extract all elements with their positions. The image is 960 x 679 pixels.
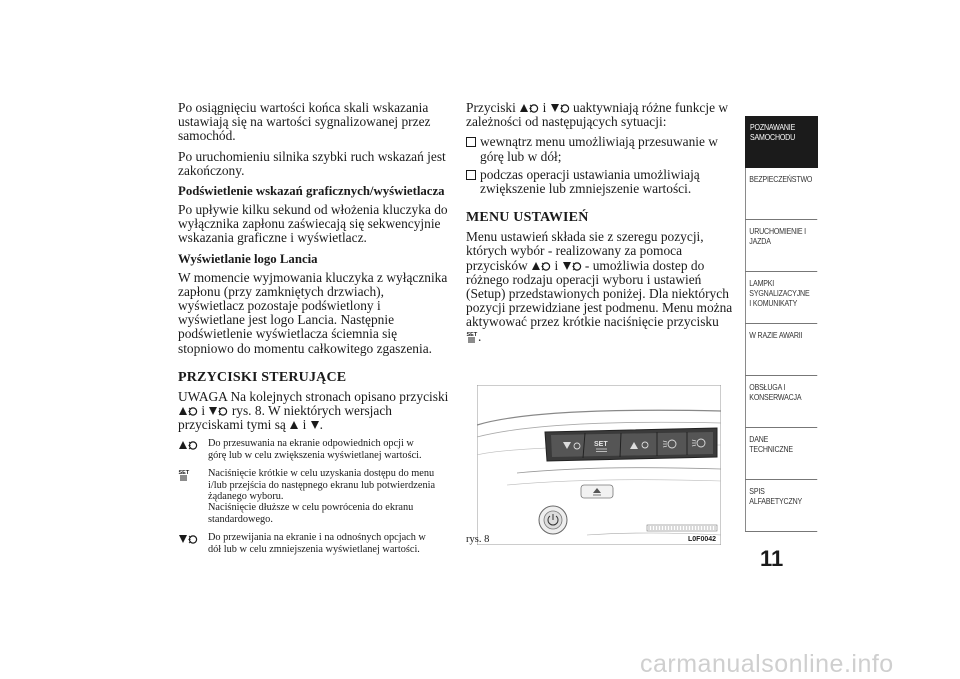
paragraph: Po osiągnięciu wartości końca skali wskazania ustawiają się na wartości sygnalizowanej przez samochód. [178, 100, 431, 144]
tab-label: SPIS [749, 487, 765, 496]
tab-label: POZNAWANIE [750, 123, 796, 132]
chapter-tabs [745, 116, 818, 532]
definition-set [178, 468, 450, 525]
down-triangle-icon [310, 418, 320, 431]
paragraph-text: i [554, 257, 559, 273]
definition-text: standardowego. [208, 513, 273, 525]
tab-label: ALFABETYCZNY [749, 497, 803, 506]
list-item [466, 135, 734, 163]
paragraph-text: uaktywniają różne funkcje w zależności od następujących sytuacji: [466, 100, 729, 130]
definition-text: Do przesuwania na ekranie odpowiednich opcji w [208, 438, 414, 450]
down-button-icon [550, 101, 570, 114]
list-item-text: podczas operacji ustawiania umożliwiają zwiększenie lub zmniejszenie wartości. [480, 166, 700, 197]
note-text: i [201, 403, 206, 419]
paragraph-text: . [478, 328, 482, 344]
down-button-icon [562, 259, 582, 272]
tab-label: JAZDA [749, 237, 771, 246]
tab-poznawanie-samochodu[interactable] [745, 116, 818, 168]
paragraph [466, 230, 734, 344]
button-definitions [178, 438, 450, 555]
definition-text: Naciśnięcie dłuższe w celu powrócenia do ekranu [208, 502, 414, 514]
tab-label: URUCHOMIENIE I [749, 227, 806, 236]
definition-text: górę lub w celu zwiększenia wyświetlanej wartości. [208, 449, 422, 461]
definition-text: żądanego wyboru. [208, 491, 284, 503]
tab-label: OBSŁUGA I [749, 383, 786, 392]
definition-down [178, 532, 450, 555]
definition-text: dół lub w celu zmniejszenia wyświetlanej wartości. [208, 543, 420, 555]
tab-bezpieczenstwo[interactable] [745, 168, 817, 220]
section-heading: PRZYCISKI STERUJĄCE [178, 369, 347, 385]
definition-text: i/lub przejścia do następnego ekranu lub potwierdzenia [208, 479, 436, 491]
tab-label: W RAZIE AWARII [749, 331, 803, 340]
subheading: Podświetlenie wskazań graficznych/wyświetlacza [178, 184, 445, 199]
tab-w-razie-awarii[interactable] [745, 324, 817, 376]
page-number: 11 [760, 546, 784, 571]
tab-dane-techniczne[interactable] [745, 428, 817, 480]
set-button-icon [466, 330, 478, 343]
paragraph: W momencie wyjmowania kluczyka z wyłącznika zapłonu (przy zamkniętych drzwiach), wyświetlacz pozostaje podświetlony i wyświetlane jest logo Lancia. Następnie podświetlenie wyświetlacza ściemnia się stopniowo do momentu całkowitego zgaszenia. [178, 269, 448, 356]
tab-label: SYGNALIZACYJNE [749, 289, 810, 298]
note-text: rys. 8. W niektórych wersjach przyciskami tymi są [178, 403, 392, 433]
paragraph: Po upływie kilku sekund od włożenia kluczyka do wyłącznika zapłonu zaświecają się sekwencyjnie wskazania graficzne i wyświetlacz. [178, 202, 448, 246]
paragraph-text: Przyciski [466, 100, 516, 115]
section-heading: MENU USTAWIEŃ [466, 210, 589, 226]
down-button-icon [178, 532, 198, 546]
subheading: Wyświetlanie logo Lancia [178, 251, 318, 266]
paragraph-text: - umożliwia dostep do różnego rodzaju operacji wyboru i ustawień (Setup) przedstawionych poniżej. Dla niektórych pozycji przewidziane jest podmenu. Menu można aktywować przez krótkie naciśnięcie przycisku [466, 257, 733, 330]
up-button-icon [178, 404, 198, 417]
checkbox-bullet-icon [466, 170, 476, 180]
tab-label: BEZPIECZEŃSTWO [749, 175, 813, 184]
tab-spis-alfabetyczny[interactable] [745, 480, 817, 532]
up-button-icon [531, 259, 551, 272]
tab-lampki-sygnalizacyjne[interactable] [745, 272, 817, 324]
tab-uruchomienie-i-jazda[interactable] [745, 220, 817, 272]
note-text: UWAGA Na kolejnych stronach opisano przyciski [178, 388, 449, 404]
paragraph-text: Menu ustawień składa sie z szeregu pozycji, których wybór - realizowany za pomoca przycisków [466, 229, 704, 273]
paragraph: Po uruchomieniu silnika szybki ruch wskazań jest zakończony. [178, 148, 446, 178]
tab-label: SAMOCHODU [750, 133, 796, 142]
right-column [466, 101, 734, 350]
left-column [178, 101, 450, 562]
paragraph-text: i [542, 100, 547, 115]
tab-obsluga-i-konserwacja[interactable] [745, 376, 817, 428]
tab-label: TECHNICZNE [749, 445, 793, 454]
down-button-icon [208, 404, 228, 417]
tab-label: I KOMUNIKATY [749, 299, 798, 308]
bullet-list [466, 135, 734, 196]
up-triangle-icon [289, 418, 299, 431]
tab-label: KONSERWACJA [749, 393, 802, 402]
note-text: i [302, 417, 307, 433]
up-button-icon [519, 101, 539, 114]
up-button-icon [178, 438, 198, 452]
set-button-icon [178, 468, 190, 482]
control-panel-figure [477, 385, 721, 545]
definition-text: Naciśnięcie krótkie w celu uzyskania dostępu do menu [208, 468, 435, 480]
definition-up [178, 438, 450, 461]
figure-code: L0F0042 [688, 536, 717, 543]
checkbox-bullet-icon [466, 137, 476, 147]
figure-caption: rys. 8 [466, 534, 490, 545]
note-text: . [319, 417, 324, 433]
list-item-text: wewnątrz menu umożliwiają przesuwanie w górę lub w dół; [480, 134, 718, 164]
set-label: SET [594, 441, 608, 448]
definition-text: Do przewijania na ekranie i na odnośnych opcjach w [208, 532, 426, 544]
watermark: carmanualsonline.info [640, 650, 894, 678]
paragraph [466, 101, 734, 129]
tab-label: DANE [749, 435, 769, 444]
list-item [466, 168, 734, 196]
tab-label: LAMPKI [749, 279, 775, 288]
note-paragraph [178, 390, 450, 433]
